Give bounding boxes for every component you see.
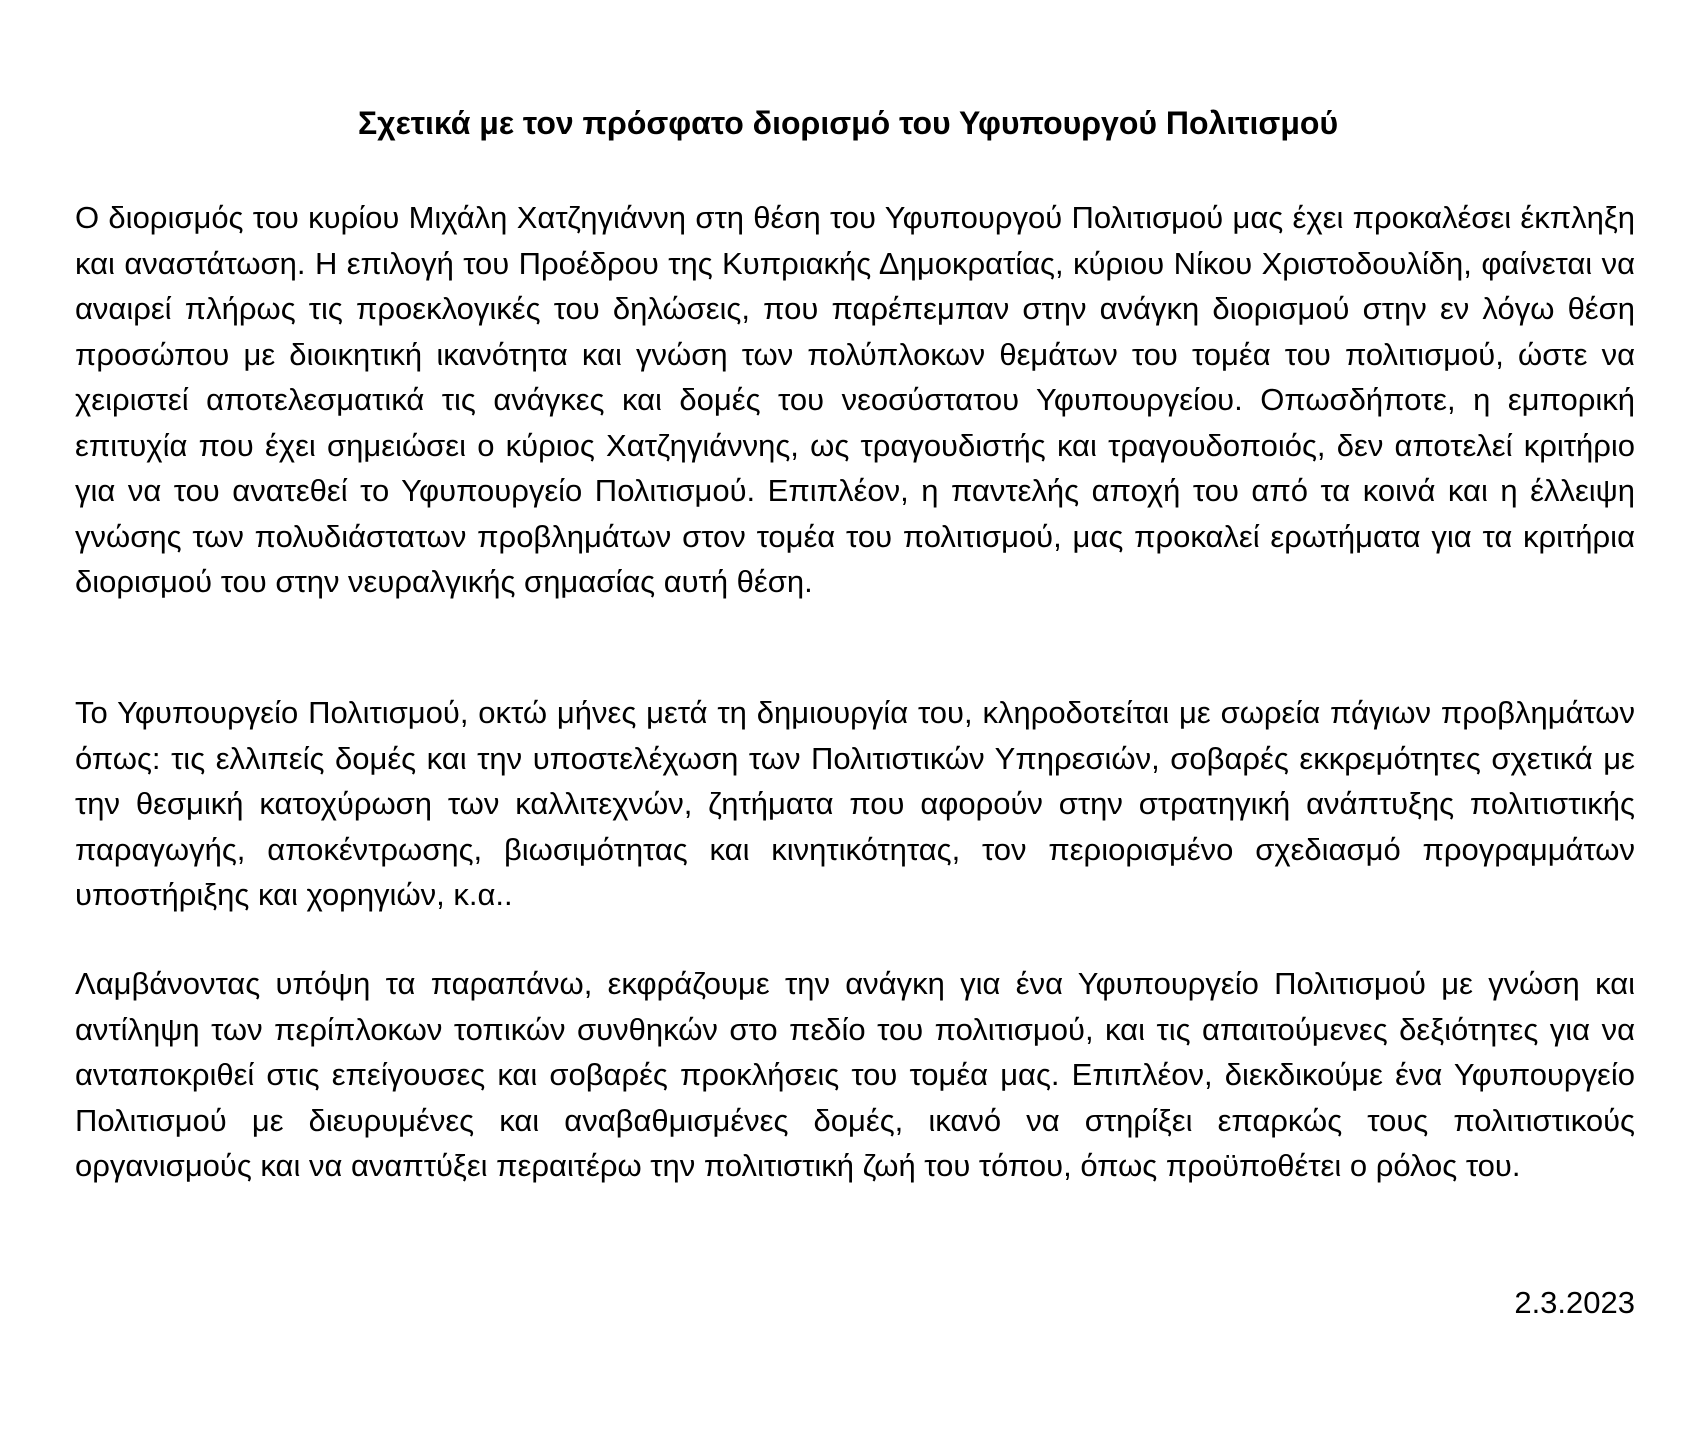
document-title: Σχετικά με τον πρόσφατο διορισμό του Υφυπουργού Πολιτισμού xyxy=(357,105,1339,141)
paragraph-ministry-problems: Το Υφυπουργείο Πολιτισμού, οκτώ μήνες μετά τη δημιουργία του, κληροδοτείται με σωρεία πάγιων προβλημάτων όπως: τις ελλιπείς δομές και την υποστελέχωση των Πολιτιστικών Υπηρεσιών, σοβαρές εκκρεμότητες σχετικά με την θεσμική κατοχύρωση των καλλιτεχνών, ζητήματα που αφορούν στην στρατηγική ανάπτυξης πολιτιστικής παραγωγής, αποκέντρωσης, βιωσιμότητας και κινητικότητας, τον περιορισμένο σχεδιασμό προγραμμάτων υποστήριξης και χορηγιών, κ.α.. xyxy=(75,695,1635,912)
paragraph-demands: Λαμβάνοντας υπόψη τα παραπάνω, εκφράζουμε την ανάγκη για ένα Υφυπουργείο Πολιτισμού με γνώση και αντίληψη των περίπλοκων τοπικών συνθηκών στο πεδίο του πολιτισμού, και τις απαιτούμενες δεξιότητες για να ανταποκριθεί στις επείγουσες και σοβαρές προκλήσεις του τομέα μας. Επιπλέον, διεκδικούμε ένα Υφυπουργείο Πολιτισμού με διευρυμένες και αναβαθμισμένες δομές, ικανό να στηρίξει επαρκώς τους πολιτιστικούς οργανισμούς και να αναπτύξει περαιτέρω την πολιτιστική ζωή του τόπου, όπως προϋποθέτει ο ρόλος του. xyxy=(75,966,1635,1183)
document-date: 2.3.2023 xyxy=(1514,1285,1635,1320)
paragraph-appointment-surprise: Ο διορισμός του κυρίου Μιχάλη Χατζηγιάννη στη θέση του Υφυπουργού Πολιτισμού μας έχει προκαλέσει έκπληξη και αναστάτωση. Η επιλογή του Προέδρου της Κυπριακής Δημοκρατίας, κύριου Νίκου Χριστοδουλίδη, φαίνεται να αναιρεί πλήρως τις προεκλογικές του δηλώσεις, που παρέπεμπαν στην ανάγκη διορισμού στην εν λόγω θέση προσώπου με διοικητική ικανότητα και γνώση των πολύπλοκων θεμάτων του τομέα του πολιτισμού, ώστε να χειριστεί αποτελεσματικά τις ανάγκες και δομές του νεοσύστατου Υφυπουργείου. Οπωσδήποτε, η εμπορική επιτυχία που έχει σημειώσει ο κύριος Χατζηγιάννης, ως τραγουδιστής και τραγουδοποιός, δεν αποτελεί κριτήριο για να του ανατεθεί το Υφυπουργείο Πολιτισμού. Επιπλέον, η παντελής αποχή του από τα κοινά και η έλλειψη γνώσης των πολυδιάστατων προβλημάτων στον τομέα του πολιτισμού, μας προκαλεί ερωτήματα για τα κριτήρια διορισμού του στην νευραλγικής σημασίας αυτή θέση. xyxy=(75,200,1635,599)
